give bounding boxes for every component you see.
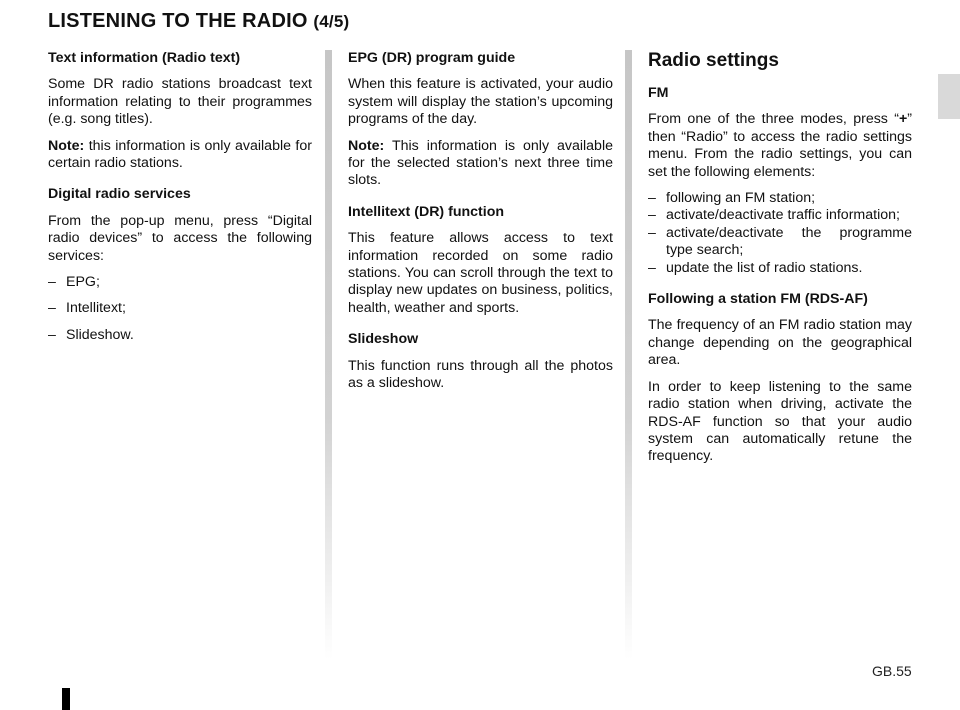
paragraph-slideshow: This function runs through all the photos as a slideshow.	[348, 357, 613, 392]
heading-intellitext: Intellitext (DR) function	[348, 203, 505, 220]
heading-rds-af: Following a station FM (RDS-AF)	[648, 291, 868, 308]
paragraph-epg: When this feature is activated, your audio system will display the station’s upcoming programs of the day.	[348, 76, 613, 128]
paragraph-fm	[648, 111, 912, 181]
list-item: – activate/deactivate traffic information;	[648, 207, 912, 224]
column-divider	[325, 50, 332, 660]
note-text: this information is only available for certain radio stations.	[48, 137, 312, 172]
plus-symbol: +	[898, 111, 908, 128]
page-number: GB.55	[872, 663, 912, 679]
paragraph-digital-services: From the pop-up menu, press “Digital radio devices” to access the following services:	[48, 212, 312, 264]
heading-epg: EPG (DR) program guide	[348, 50, 516, 66]
list-item: – EPG;	[48, 274, 312, 291]
list-item: – activate/deactivate the programme type search;	[648, 225, 912, 260]
heading-slideshow: Slideshow	[348, 331, 419, 348]
heading-radio-text: Text information (Radio text)	[48, 50, 241, 66]
column-1	[48, 50, 312, 353]
note-radio-text	[48, 138, 312, 173]
section-tab-marker	[938, 74, 960, 119]
note-label: Note:	[48, 137, 85, 154]
paragraph-rds-2: In order to keep listening to the same radio station when driving, activate the RDS-AF function so that your audio system can automatically retune the frequency.	[648, 378, 912, 465]
corner-mark	[62, 688, 70, 710]
fm-settings-list	[648, 190, 912, 277]
list-item: – following an FM station;	[648, 190, 912, 207]
page-title-text: LISTENING TO THE RADIO	[48, 10, 308, 32]
note-text: This information is only available for the selected station’s next three time slots.	[348, 137, 613, 189]
services-list	[48, 274, 312, 344]
paragraph-intellitext: This feature allows access to text information recorded on some radio stations. You can scroll through the text to display new updates on business, politics, health, weather and sports.	[348, 230, 613, 316]
heading-digital-services: Digital radio services	[48, 186, 191, 203]
list-item: – Slideshow.	[48, 327, 312, 344]
note-epg	[348, 138, 613, 190]
list-item: – update the list of radio stations.	[648, 260, 912, 277]
fm-text-part-1: From one of the three modes, press “	[648, 111, 899, 128]
heading-fm: FM	[648, 85, 669, 101]
column-3	[648, 50, 912, 475]
list-item: – Intellitext;	[48, 300, 312, 317]
column-divider	[625, 50, 632, 660]
page-title	[48, 10, 349, 33]
page-part-indicator: (4/5)	[313, 12, 350, 31]
paragraph-radio-text: Some DR radio stations broadcast text information relating to their programmes (e.g. song titles).	[48, 76, 312, 128]
note-label: Note:	[348, 137, 385, 154]
fm-text-part-2: ” then “Radio” to access the radio settings menu. From the radio settings, you can set the following elements:	[648, 111, 912, 180]
paragraph-rds-1: The frequency of an FM radio station may change depending on the geographical area.	[648, 317, 912, 369]
heading-radio-settings: Radio settings	[648, 50, 779, 71]
column-2	[348, 50, 613, 402]
